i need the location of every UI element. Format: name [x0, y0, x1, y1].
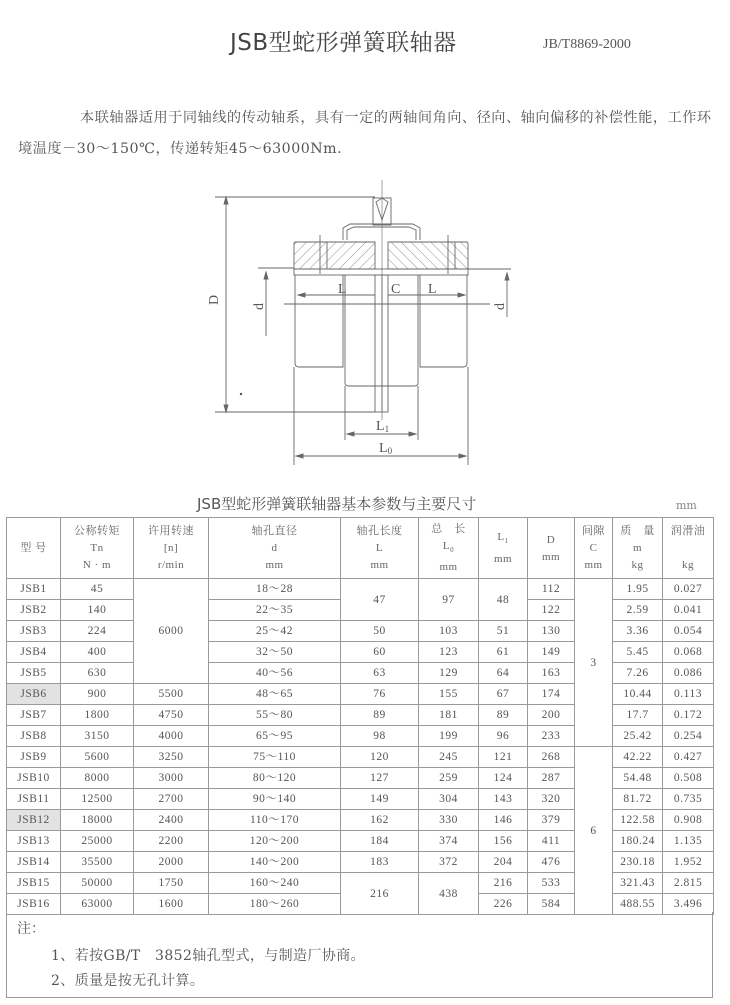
table-row: JSB3 224 25～42 50 103 51 130 3.36 0.054 [7, 621, 714, 642]
dim-C-label: C [391, 282, 401, 297]
header-speed: 许用转速 [n] r/min [134, 518, 209, 579]
table-title: JSB型蛇形弹簧联轴器基本参数与主要尺寸 [197, 495, 477, 513]
table-unit: mm [676, 499, 697, 512]
table-row: JSB14 35500 2000 140～200 183 372 204 476 230.18 1.952 [7, 852, 714, 873]
dim-L-left-label: L [338, 282, 347, 297]
header-model: 型 号 [7, 518, 61, 579]
header-bore-length: 轴孔长度 L mm [341, 518, 419, 579]
coupling-drawing [200, 180, 540, 470]
dim-L0-label: L0 [379, 441, 393, 456]
table-header-row [7, 518, 714, 579]
table-row: JSB4 400 32～50 60 123 61 149 5.45 0.068 [7, 642, 714, 663]
dim-L-right-label: L [428, 282, 437, 297]
header-mass: 质 量 m kg [613, 518, 663, 579]
dim-L1-label: L1 [376, 419, 390, 434]
table-row: JSB1 45 6000 18～28 47 97 48 112 3 1.95 0.027 [7, 579, 714, 600]
document-title: JSB型蛇形弹簧联轴器 [230, 30, 457, 56]
table-row: JSB6 900 5500 48～65 76 155 67 174 10.44 0.113 [7, 684, 714, 705]
table-row: JSB13 25000 2200 120～200 184 374 156 411 180.24 1.135 [7, 831, 714, 852]
dim-D-label: D [207, 294, 222, 305]
table-row: JSB12 18000 2400 110～170 162 330 146 379 122.58 0.908 [7, 810, 714, 831]
intro-paragraph: 本联轴器适用于同轴线的传动轴系，具有一定的两轴间角向、径向、轴向偏移的补偿性能，工作环境温度－30～150℃，传递转矩45～63000Nm. [18, 110, 712, 157]
header-bore-diameter: 轴孔直径 d mm [209, 518, 341, 579]
table-row: JSB8 3150 4000 65～95 98 199 96 233 25.42 0.254 [7, 726, 714, 747]
header-D: D mm [528, 518, 575, 579]
table-row: JSB10 8000 3000 80～120 127 259 124 287 54.48 0.508 [7, 768, 714, 789]
dim-d-left-label: d [252, 303, 267, 310]
note-item: 2、质量是按无孔计算。 [51, 973, 205, 989]
table-row: JSB2 140 22～35 122 2.59 0.041 [7, 600, 714, 621]
table-row: JSB11 12500 2700 90～140 149 304 143 320 81.72 0.735 [7, 789, 714, 810]
header-gap: 间隙 C mm [575, 518, 613, 579]
header-L1: $L_1$ mm [479, 518, 528, 579]
table-row: JSB7 1800 4750 55～80 89 181 89 200 17.7 0.172 [7, 705, 714, 726]
dim-d-right-label: d [493, 303, 508, 310]
notes-box [6, 912, 713, 998]
table-row: JSB9 5600 3250 75～110 120 245 121 268 6 42.22 0.427 [7, 747, 714, 768]
standard-number: JB/T8869-2000 [543, 37, 631, 52]
note-item: 1、若按GB/T 3852轴孔型式，与制造厂协商。 [51, 948, 366, 964]
notes-label: 注： [17, 921, 45, 937]
spec-table [6, 517, 714, 915]
table-row: JSB5 630 40～56 63 129 64 163 7.26 0.086 [7, 663, 714, 684]
header-total-length: 总 长 $L_0$ mm [419, 518, 479, 579]
header-torque: 公称转矩 Tn N · m [61, 518, 134, 579]
header-oil: 润滑油 kg [663, 518, 714, 579]
table-row: JSB15 50000 1750 160～240 216 438 216 533 321.43 2.815 [7, 873, 714, 894]
table-row: JSB16 63000 1600 180～260 226 584 488.55 3.496 [7, 894, 714, 915]
